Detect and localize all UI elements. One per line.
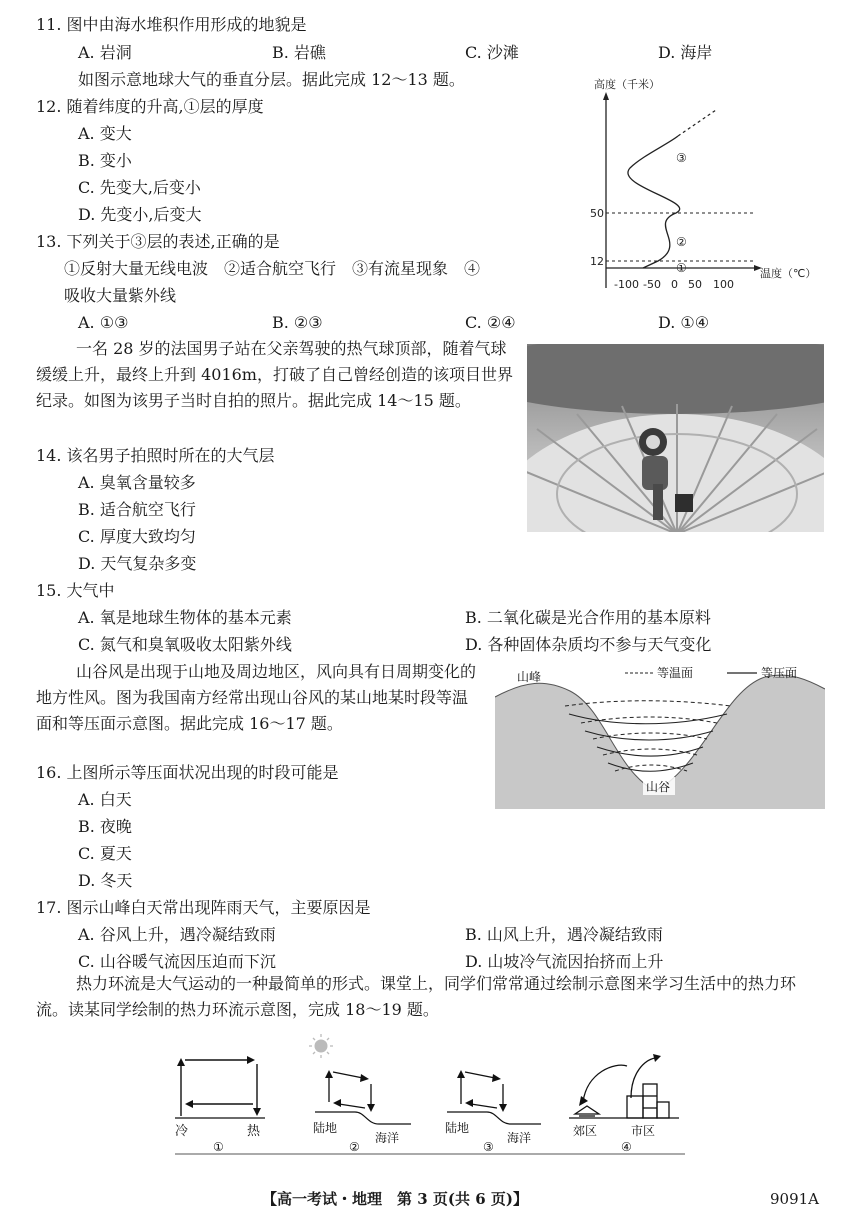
atmo-ylabel: 高度（千米） xyxy=(594,78,660,91)
atmo-xtick-m100: -100 xyxy=(614,278,639,291)
q13-statements-line2: 吸收大量紫外线 xyxy=(64,286,177,305)
d4-city: 市区 xyxy=(631,1124,656,1138)
d3-num: ③ xyxy=(483,1140,494,1154)
q13-stem: 13. 下列关于③层的表述,正确的是 xyxy=(36,232,280,251)
q17-option-d: D. 山坡冷气流因抬挤而上升 xyxy=(465,952,664,971)
q13-option-c: C. ②④ xyxy=(465,313,516,332)
q11-option-d: D. 海岸 xyxy=(658,43,713,62)
q17-option-a: A. 谷风上升，遇冷凝结致雨 xyxy=(78,925,276,944)
atmo-xtick-100: 100 xyxy=(713,278,734,291)
legend-isotherm: 等温面 xyxy=(657,666,694,680)
d1-num: ① xyxy=(213,1140,224,1154)
q12-option-a: A. 变大 xyxy=(78,124,132,143)
q14-option-c: C. 厚度大致均匀 xyxy=(78,527,196,546)
q17-option-c: C. 山谷暖气流因压迫而下沉 xyxy=(78,952,276,971)
q13-option-a: A. ①③ xyxy=(78,313,129,332)
moon-icon xyxy=(448,1036,459,1054)
valley-label: 山谷 xyxy=(646,780,671,794)
d1-hot: 热 xyxy=(247,1124,261,1139)
diagram-4-suburb-city xyxy=(569,1054,679,1118)
q13-statements-line1: ①反射大量无线电波 ②适合航空飞行 ③有流星现象 ④ xyxy=(64,259,481,278)
diagram-2-land-sea-day xyxy=(315,1070,411,1124)
diagram-1-cold-hot xyxy=(175,1056,265,1118)
atmo-layer-1: ① xyxy=(676,261,687,275)
atmo-layer-3: ③ xyxy=(676,151,687,165)
q16-option-a: A. 白天 xyxy=(78,790,132,809)
q11-option-b: B. 岩礁 xyxy=(272,43,326,62)
page-footer: 【高一考试・地理 第 3 页(共 6 页)】 xyxy=(262,1190,528,1208)
q15-option-b: B. 二氧化碳是光合作用的基本原料 xyxy=(465,608,711,627)
atmo-xtick-0: 0 xyxy=(671,278,678,291)
d3-sea: 海洋 xyxy=(507,1131,532,1145)
legend-isobar: 等压面 xyxy=(761,666,798,680)
intro-12-13: 如图示意地球大气的垂直分层。据此完成 12～13 题。 xyxy=(78,70,465,89)
q16-option-b: B. 夜晚 xyxy=(78,817,132,836)
q16-option-d: D. 冬天 xyxy=(78,871,133,890)
balloon-top xyxy=(527,414,824,532)
q15-option-a: A. 氧是地球生物体的基本元素 xyxy=(78,608,292,627)
q14-option-d: D. 天气复杂多变 xyxy=(78,554,197,573)
q11-option-c: C. 沙滩 xyxy=(465,43,519,62)
d3-land: 陆地 xyxy=(445,1121,470,1135)
d2-sea: 海洋 xyxy=(375,1131,400,1145)
q13-option-b: B. ②③ xyxy=(272,313,323,332)
d4-num: ④ xyxy=(621,1140,632,1154)
q12-stem: 12. 随着纬度的升高,①层的厚度 xyxy=(36,97,264,116)
q12-option-b: B. 变小 xyxy=(78,151,132,170)
q11-stem: 11. 图中由海水堆积作用形成的地貌是 xyxy=(36,15,307,34)
q12-option-c: C. 先变大,后变小 xyxy=(78,178,201,197)
valley-isobar-figure xyxy=(495,659,825,809)
q13-option-d: D. ①④ xyxy=(658,313,710,332)
q15-option-c: C. 氮气和臭氧吸收太阳紫外线 xyxy=(78,635,292,654)
sky-band xyxy=(527,344,824,414)
q12-option-d: D. 先变小,后变大 xyxy=(78,205,202,224)
q16-option-c: C. 夏天 xyxy=(78,844,132,863)
intro-14-15: 一名 28 岁的法国男子站在父亲驾驶的热气球顶部，随着气球缓缓上升，最终上升到 4016m，打破了自己曾经创造的该项目世界纪录。如图为该男子当时自拍的照片。据此完成 14～15 题。 xyxy=(36,339,513,410)
q17-stem: 17. 图示山峰白天常出现阵雨天气，主要原因是 xyxy=(36,898,371,917)
atmo-y-arrow xyxy=(603,92,609,100)
atmo-temp-curve-dashed xyxy=(678,110,716,136)
q17-option-b: B. 山风上升，遇冷凝结致雨 xyxy=(465,925,663,944)
paper-code: 9091A xyxy=(770,1190,820,1208)
d4-suburb: 郊区 xyxy=(573,1124,598,1138)
d2-land: 陆地 xyxy=(313,1121,338,1135)
atmo-xtick-50: 50 xyxy=(688,278,702,291)
d2-num: ② xyxy=(349,1140,360,1154)
q14-option-a: A. 臭氧含量较多 xyxy=(78,473,196,492)
d1-cold: 冷 xyxy=(175,1124,189,1139)
atmo-xlabel: 温度（℃） xyxy=(760,267,817,280)
q14-option-b: B. 适合航空飞行 xyxy=(78,500,196,519)
diagram-3-land-sea-night xyxy=(447,1070,541,1124)
q15-stem: 15. 大气中 xyxy=(36,581,115,600)
atmo-xtick-m50: -50 xyxy=(643,278,661,291)
sun-icon xyxy=(309,1034,333,1058)
atmo-ytick-12: 12 xyxy=(590,255,604,268)
thermal-circulation-figure xyxy=(175,1032,685,1160)
atmosphere-layer-figure xyxy=(588,74,828,296)
peak-label: 山峰 xyxy=(517,670,542,684)
q11-option-a: A. 岩洞 xyxy=(78,43,132,62)
q16-stem: 16. 上图所示等压面状况出现的时段可能是 xyxy=(36,763,339,782)
balloon-photo-illustration xyxy=(527,344,824,532)
q15-option-d: D. 各种固体杂质均不参与天气变化 xyxy=(465,635,712,654)
atmo-ytick-50: 50 xyxy=(590,207,604,220)
balloon-selfie-photo xyxy=(527,344,824,532)
atmo-temp-curve xyxy=(628,136,680,268)
intro-16-17: 山谷风是出现于山地及周边地区，风向具有日周期变化的地方性风。图为我国南方经常出现山谷风的某山地某时段等温面和等压面示意图。据此完成 16～17 题。 xyxy=(36,662,477,733)
q14-stem: 14. 该名男子拍照时所在的大气层 xyxy=(36,446,275,465)
atmo-layer-2: ② xyxy=(676,235,687,249)
intro-18-19: 热力环流是大气运动的一种最简单的形式。课堂上，同学们常常通过绘制示意图来学习生活中的热力环流。读某同学绘制的热力环流示意图，完成 18～19 题。 xyxy=(36,974,797,1019)
